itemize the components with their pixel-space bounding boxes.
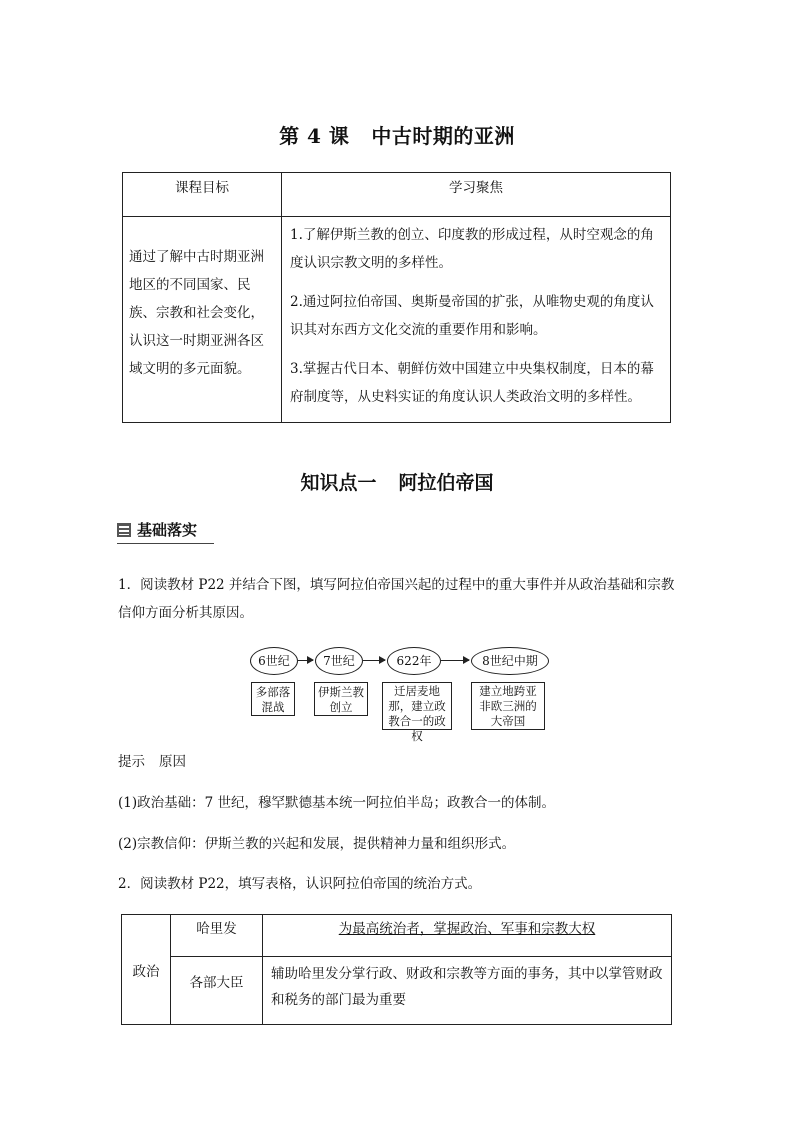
focus-item: 2.通过阿拉伯帝国、奥斯曼帝国的扩张，从唯物史观的角度认识其对东西方文化交流的重要作用和影响。 [290,294,654,338]
timeline-diagram [248,647,548,743]
role-cell: 哈里发 [171,915,263,957]
page-title [0,120,794,149]
hint-title: 原因 [159,754,186,770]
event-box: 伊斯兰教创立 [314,682,368,716]
period-oval: 8世纪中期 [471,647,549,675]
header-course-goal: 课程目标 [123,173,282,217]
arrow-right-icon [441,660,469,661]
focus-item: 3.掌握古代日本、朝鲜仿效中国建立中央集权制度，日本的幕府制度等，从史料实证的角度认识人类政治文明的多样性。 [290,361,654,405]
header-learning-focus: 学习聚焦 [282,173,671,217]
goals-table [122,172,671,423]
list-icon [117,523,131,537]
rule-table [121,914,672,1025]
question-2: 2．阅读教材 P22，填写表格，认识阿拉伯帝国的统治方式。 [118,876,482,892]
focus-item: 1.了解伊斯兰教的创立、印度教的形成过程，从时空观念的角度认识宗教文明的多样性。 [290,227,654,271]
hint-line [118,748,678,776]
role-desc-cell [263,915,672,957]
section-number: 知识点一 [300,472,377,494]
category-cell: 政治 [122,915,171,1025]
section-name: 阿拉伯帝国 [398,472,494,494]
role-cell: 各部大臣 [171,957,263,1025]
period-oval: 6世纪 [250,647,298,675]
arrow-right-icon [363,660,385,661]
reason-religious: (2)宗教信仰：伊斯兰教的兴起和发展，提供精神力量和组织形式。 [118,836,516,852]
period-oval: 622年 [387,647,441,675]
basic-heading [117,517,214,544]
reason-political: (1)政治基础：7 世纪，穆罕默德基本统一阿拉伯半岛；政教合一的体制。 [118,795,556,811]
learning-focus-list [282,217,671,423]
role-desc-cell: 辅助哈里发分掌行政、财政和宗教等方面的事务，其中以掌管财政和税务的部门最为重要 [263,957,672,1025]
arrow-right-icon [298,660,313,661]
hint-label: 提示 [118,754,145,770]
role-desc-text: 为最高统治者，掌握政治、军事和宗教大权 [338,921,596,937]
lesson-number: 第 4 课 [279,124,350,148]
period-oval: 7世纪 [315,647,363,675]
course-goal-text: 通过了解中古时期亚洲地区的不同国家、民族、宗教和社会变化，认识这一时期亚洲各区域文明的多元面貌。 [123,217,282,423]
lesson-name: 中古时期的亚洲 [371,124,515,148]
question-1: 1．阅读教材 P22 并结合下图，填写阿拉伯帝国兴起的过程中的重大事件并从政治基础和宗教信仰方面分析其原因。 [118,577,675,621]
event-box: 建立地跨亚非欧三洲的大帝国 [471,682,545,730]
event-box: 多部落混战 [251,682,295,716]
section-title [0,468,794,495]
basic-heading-label: 基础落实 [137,521,198,539]
event-box: 迁居麦地那，建立政教合一的政权 [382,682,452,730]
